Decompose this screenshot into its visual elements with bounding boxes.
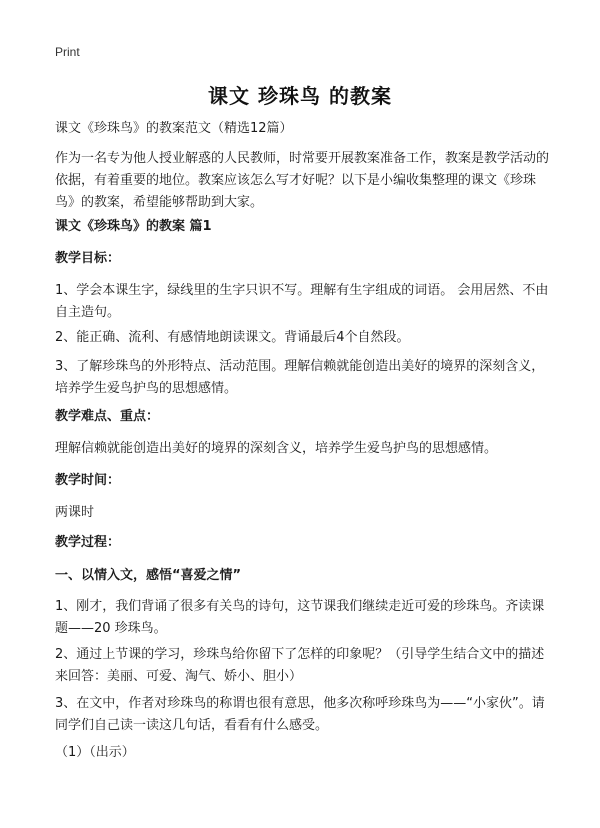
difficulty-paragraph: 理解信赖就能创造出美好的境界的深刻含义，培养学生爱鸟护鸟的思想感情。: [55, 441, 498, 456]
page-title: 课文 珍珠鸟 的教案: [208, 84, 392, 108]
process-heading: 教学过程：: [55, 535, 121, 550]
goal-item-3: 3、了解珍珠鸟的外形特点、活动范围。理解信赖就能创造出美好的境界的深刻含义，培养学生爱鸟护鸟的思想感情。: [55, 359, 545, 396]
step-item-3: 3、在文中，作者对珍珠鸟的称谓也很有意思，他多次称呼珍珠鸟为——“小家伙”。请同学们自己读一读这几句话，看看有什么感受。: [55, 696, 545, 733]
step-item-2: 2、通过上节课的学习，珍珠鸟给你留下了怎样的印象呢？（引导学生结合文中的描述来回答：美丽、可爱、淘气、娇小、胆小）: [55, 647, 545, 684]
goal-item-2: 2、能正确、流利、有感情地朗读课文。背诵最后4个自然段。: [55, 330, 410, 345]
step-heading: 一、以情入文，感悟“喜爱之情”: [55, 568, 242, 583]
section-heading: 课文《珍珠鸟》的教案 篇1: [55, 219, 212, 234]
difficulty-heading: 教学难点、重点：: [55, 409, 160, 424]
step-item-3-sub: （1）（出示）: [55, 745, 135, 760]
intro-paragraph: 作为一名专为他人授业解惑的人民教师，时常要开展教案准备工作，教案是教学活动的依据，有着重要的地位。教案应该怎么写才好呢？以下是小编收集整理的课文《珍珠鸟》的教案，希望能够帮助到大家。: [55, 151, 550, 210]
goal-item-1: 1、学会本课生字，绿线里的生字只识不写。理解有生字组成的词语。 会用居然、不由自主造句。: [55, 283, 549, 320]
print-label: Print: [55, 45, 80, 59]
document-subtitle: 课文《珍珠鸟》的教案范文（精选12篇）: [55, 121, 293, 136]
goals-heading: 教学目标：: [55, 251, 121, 266]
time-heading: 教学时间：: [55, 473, 121, 488]
time-paragraph: 两课时: [55, 505, 95, 520]
step-item-1: 1、刚才，我们背诵了很多有关鸟的诗句，这节课我们继续走近可爱的珍珠鸟。齐读课题——20 珍珠鸟。: [55, 599, 545, 636]
